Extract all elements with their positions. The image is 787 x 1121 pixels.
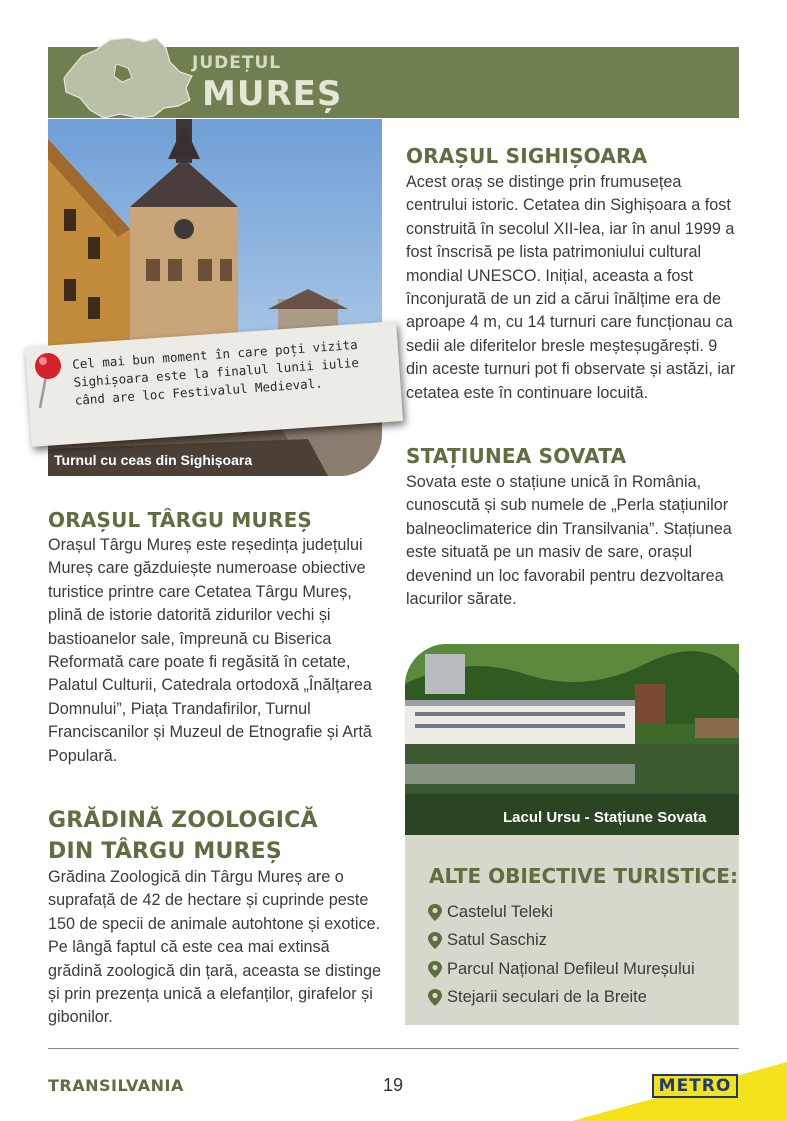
metro-logo bbox=[652, 1074, 738, 1098]
list-item bbox=[428, 955, 695, 984]
list-item bbox=[428, 898, 695, 927]
page-number: 19 bbox=[383, 1075, 404, 1095]
section-title-zoo bbox=[48, 805, 378, 867]
section-text-zoo: Grădina Zoologică din Târgu Mureș are o suprafață de 42 de hectare și cuprinde peste 150 de specii de animale autohtone și exotice. Pe lângă faptul că este cea mai extinsă grădină zoologică din țară, aceasta se distinge și prin prezența unică a elefanților, girafelor și gibonilor. bbox=[48, 868, 381, 1027]
section-title-sighisoara: ORAȘUL SIGHIȘOARA bbox=[406, 144, 648, 168]
romania-map-icon bbox=[58, 34, 198, 130]
section-title-sovata: STAȚIUNEA SOVATA bbox=[406, 444, 627, 468]
header-county-label: JUDEȚUL bbox=[192, 53, 282, 73]
photo-lacul-ursu bbox=[405, 644, 739, 835]
list-item bbox=[428, 984, 695, 1013]
location-pin-icon bbox=[428, 989, 442, 1006]
list-item-label: Castelul Teleki bbox=[447, 902, 554, 921]
pushpin-icon bbox=[30, 350, 66, 412]
photo-sighisoara-caption: Turnul cu ceas din Sighișoara bbox=[54, 452, 253, 468]
section-title-zoo-line2: DIN TÂRGU MUREȘ bbox=[48, 839, 282, 864]
location-pin-icon bbox=[428, 904, 442, 921]
section-title-targu-mures: ORAȘUL TÂRGU MUREȘ bbox=[48, 508, 313, 532]
section-text-sovata: Sovata este o stațiune unică în România, cunoscută și sub numele de „Perla stațiunilor balneoclimaterice din Transilvania”. Stațiunea este situată pe un masiv de sare, orașul devenind un loc favorabil pentru dezvoltarea lacurilor sărate. bbox=[406, 473, 732, 609]
location-pin-icon bbox=[428, 932, 442, 949]
photo-sovata-caption: Lacul Ursu - Stațiune Sovata bbox=[503, 809, 707, 826]
footer-region: TRANSILVANIA bbox=[48, 1076, 184, 1095]
metro-logo-text: METRO bbox=[658, 1076, 732, 1096]
location-pin-icon bbox=[428, 961, 442, 978]
section-title-zoo-line1: GRĂDINĂ ZOOLOGICĂ bbox=[48, 808, 318, 833]
list-item bbox=[428, 927, 695, 956]
tip-note-text: Cel mai bun moment în care poți vizita Sighișoara este la finalul lunii iulie când are loc Festivalul Medieval. bbox=[71, 336, 360, 408]
section-text-sighisoara: Acest oraș se distinge prin frumusețea centrului istoric. Cetatea din Sighișoara a fost construită în secolul XII-lea, iar în anul 1999 a fost înscrisă pe lista patrimoniului cultural mondial UNESCO. Inițial, aceasta a fost înconjurată de un zid a cărui înălțime era de aproape 4 m, cu 14 turnuri care funcționau ca sedii ale diferitelor bresle meșteșugărești. 9 din aceste turnuri pot fi observate și astăzi, iar cetatea este în continuare locuită. bbox=[406, 173, 736, 402]
footer-divider bbox=[48, 1048, 739, 1049]
other-objectives-list bbox=[428, 898, 695, 1012]
section-text-targu-mures: Orașul Târgu Mureș este reședința județului Mureș care găzduiește numeroase obiective turistice printre care Cetatea Târgu Mureș, plină de istorie datorită zidurilor vechi și bastioanelor sale, împreună cu Biserica Reformată care poate fi regăsită în cetate, Palatul Culturii, Catedrala ortodoxă „Înălțarea Domnului”, Piața Trandafirilor, Turnul Franciscanilor și Muzeul de Etnografie și Artă Populară. bbox=[48, 536, 372, 765]
header-county-name: MUREȘ bbox=[202, 74, 343, 114]
other-objectives-title: ALTE OBIECTIVE TURISTICE: bbox=[429, 864, 738, 888]
list-item-label: Stejarii seculari de la Breite bbox=[447, 988, 647, 1007]
list-item-label: Satul Saschiz bbox=[447, 931, 547, 950]
list-item-label: Parcul Național Defileul Mureșului bbox=[447, 959, 695, 978]
